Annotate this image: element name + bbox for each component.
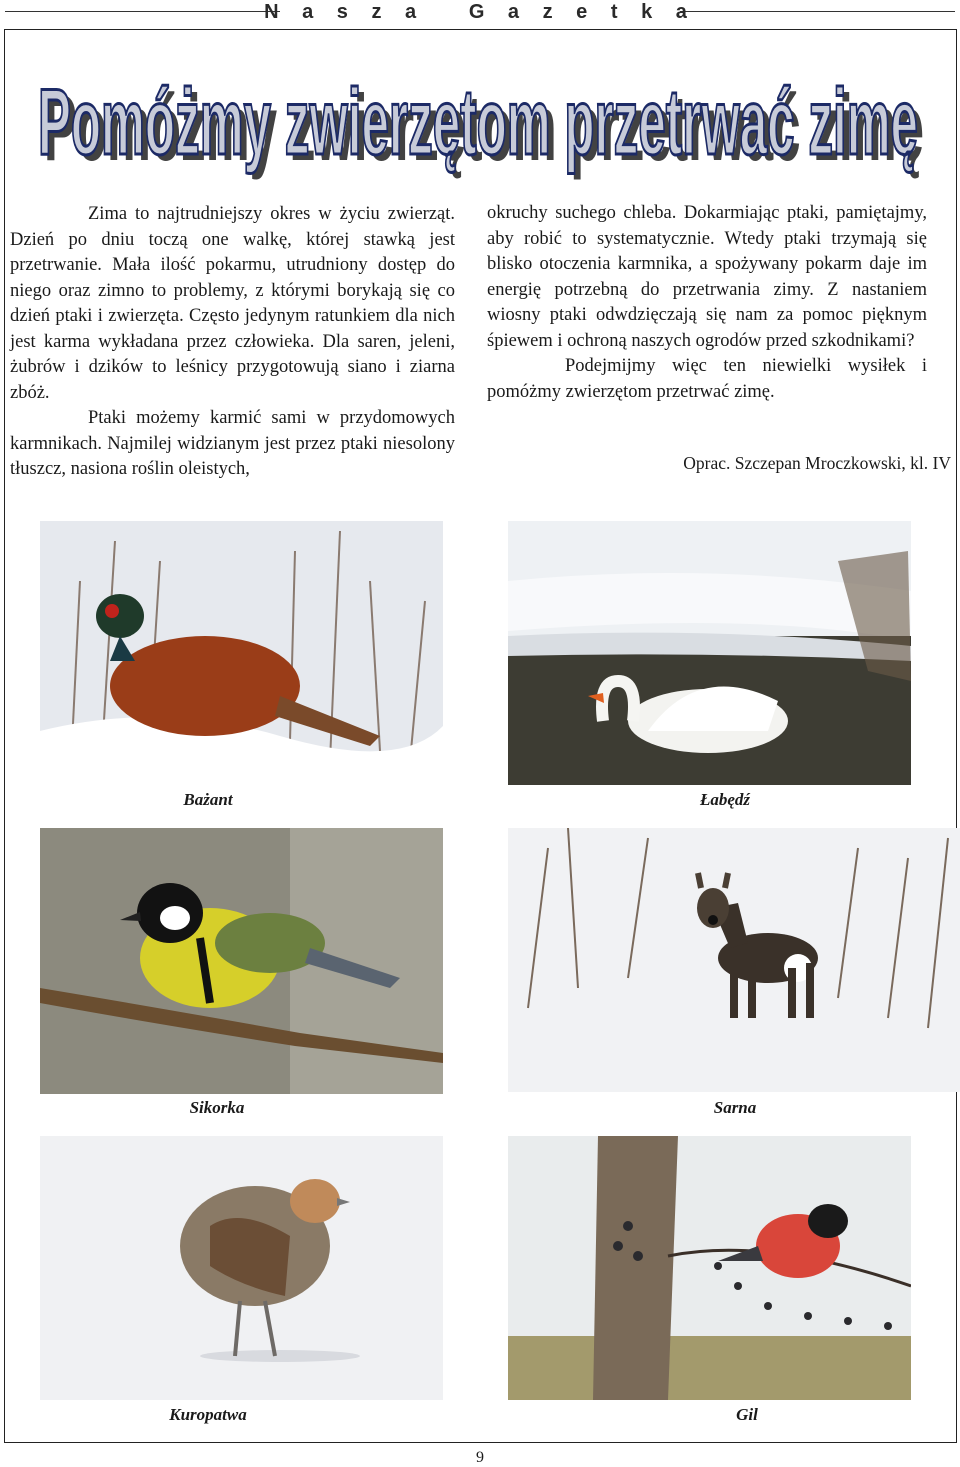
paragraph-1: Zima to najtrudniejszy okres w życiu zwierząt. Dzień po dniu toczą one walkę, której stawką jest przetrwanie. Mała ilość pokarmu, utrudniony dostęp do niego oraz zimno to problemy, z którymi borykają się co dzień ptaki i zwierzęta. Często jedynym ratunkiem dla nich jest karma wykładana przez człowieka. Dla saren, jeleni, żubrów i dzików to leśnicy przygotowują siano i ziarna zbóż.: [10, 204, 455, 403]
caption-pheasant: Bażant: [183, 790, 233, 809]
caption-partridge: Kuropatwa: [169, 1405, 247, 1424]
article-column-right: [487, 201, 927, 405]
article-headline: [30, 52, 930, 192]
photo-roe-deer: [508, 828, 960, 1092]
paragraph-3: Podejmijmy więc ten niewielki wysiłek i pomóżmy zwierzętom przetrwać zimę.: [487, 356, 927, 402]
photo-pheasant: [40, 521, 443, 785]
paragraph-2-continued: okruchy suchego chleba. Dokarmiając ptaki, pamiętajmy, aby robić to systematycznie. Wtedy ptaki trzymają się blisko otoczenia karmnika, a spożywany pokarm daje im energię potrzebną do przetrwania zimy. Z nastaniem wiosny ptaki odwdzięczają się nam za pomoc pięknym śpiewem i ochroną naszych ogrodów przed szkodnikami?: [487, 203, 927, 351]
paragraph-2: Ptaki możemy karmić sami w przydomowych karmnikach. Najmilej widzianym jest przez ptaki niesolony tłuszcz, nasiona roślin oleistych,: [10, 408, 455, 479]
photo-great-tit: [40, 828, 443, 1094]
caption-roe-deer: Sarna: [713, 1098, 757, 1117]
photo-swan: [508, 521, 911, 785]
newspaper-title: N a s z a G a z e t k a: [264, 1, 696, 23]
caption-great-tit: Sikorka: [189, 1098, 245, 1117]
article-column-left: [10, 202, 455, 483]
photo-partridge: [40, 1136, 443, 1400]
author-credit: Oprac. Szczepan Mroczkowski, kl. IV: [683, 453, 951, 473]
caption-bullfinch: Gil: [736, 1405, 758, 1424]
page-number: 9: [476, 1449, 484, 1466]
photo-bullfinch: [508, 1136, 911, 1400]
headline-text: Pomóżmy zwierzętom przetrwać zimę: [38, 69, 918, 174]
caption-swan: Łabędź: [699, 790, 751, 809]
headline-shadow: Pomóżmy zwierzętom przetrwać zimę: [44, 75, 924, 180]
